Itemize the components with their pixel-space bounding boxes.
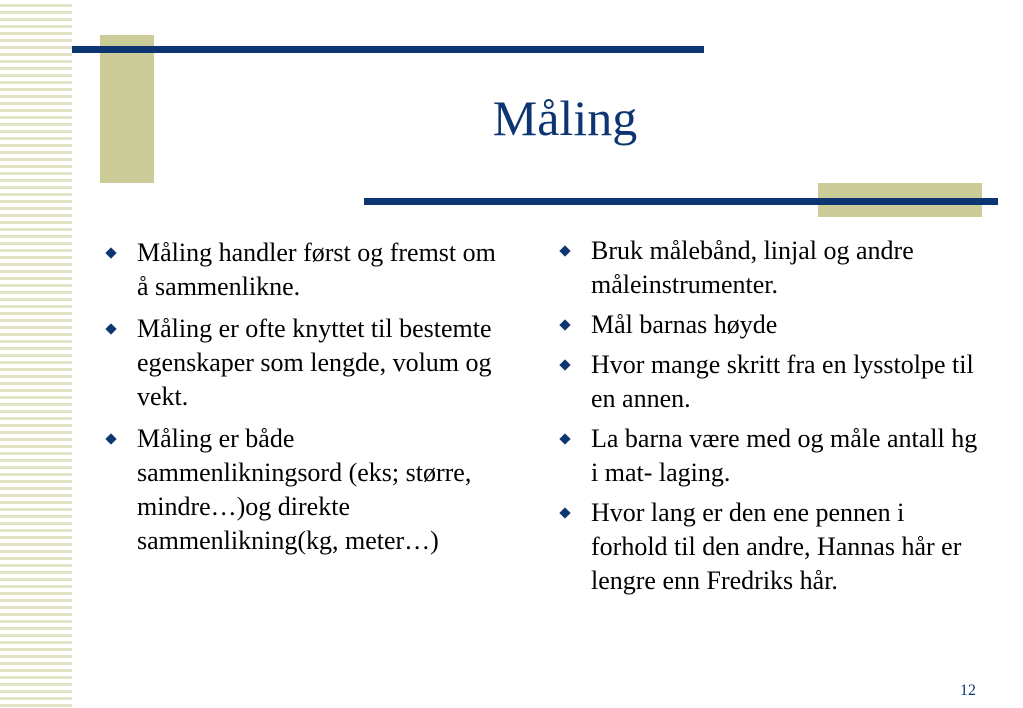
list-item-text: Bruk målebånd, linjal og andre måleinstrumenter. [591,236,914,299]
list-item-text: Måling handler først og fremst om å sammenlikne. [137,238,496,301]
title-rule-top [72,46,704,53]
list-item [558,496,978,598]
diamond-bullet-icon [559,319,570,330]
title-rule-bottom [364,198,998,205]
list-item-text: Mål barnas høyde [591,310,778,339]
diamond-bullet-icon [105,433,116,444]
page-number: 12 [960,682,976,699]
list-item-text: Måling er både sammenlikningsord (eks; større, mindre…)og direkte sammenlikning(kg, meter…) [137,424,472,555]
right-bullet-list [558,234,978,604]
list-item [558,234,978,302]
list-item [104,312,504,414]
list-item [558,348,978,416]
list-item [558,308,978,342]
list-item [558,422,978,490]
diamond-bullet-icon [559,245,570,256]
list-item-text: Måling er ofte knyttet til bestemte egenskaper som lengde, volum og vekt. [137,314,492,411]
list-item [104,236,504,304]
diamond-bullet-icon [105,247,116,258]
list-item [104,422,504,558]
diamond-bullet-icon [105,323,116,334]
list-item-text: Hvor lang er den ene pennen i forhold til den andre, Hannas hår er lengre enn Fredriks hår. [591,498,962,595]
list-item-text: La barna være med og måle antall hg i mat- laging. [591,424,978,487]
decorative-stripes [0,0,72,708]
decorative-block-left [100,35,154,183]
slide-title: Måling [492,90,638,146]
left-bullet-list [104,236,504,566]
diamond-bullet-icon [559,433,570,444]
list-item-text: Hvor mange skritt fra en lysstolpe til en annen. [591,350,974,413]
diamond-bullet-icon [559,359,570,370]
diamond-bullet-icon [559,507,570,518]
